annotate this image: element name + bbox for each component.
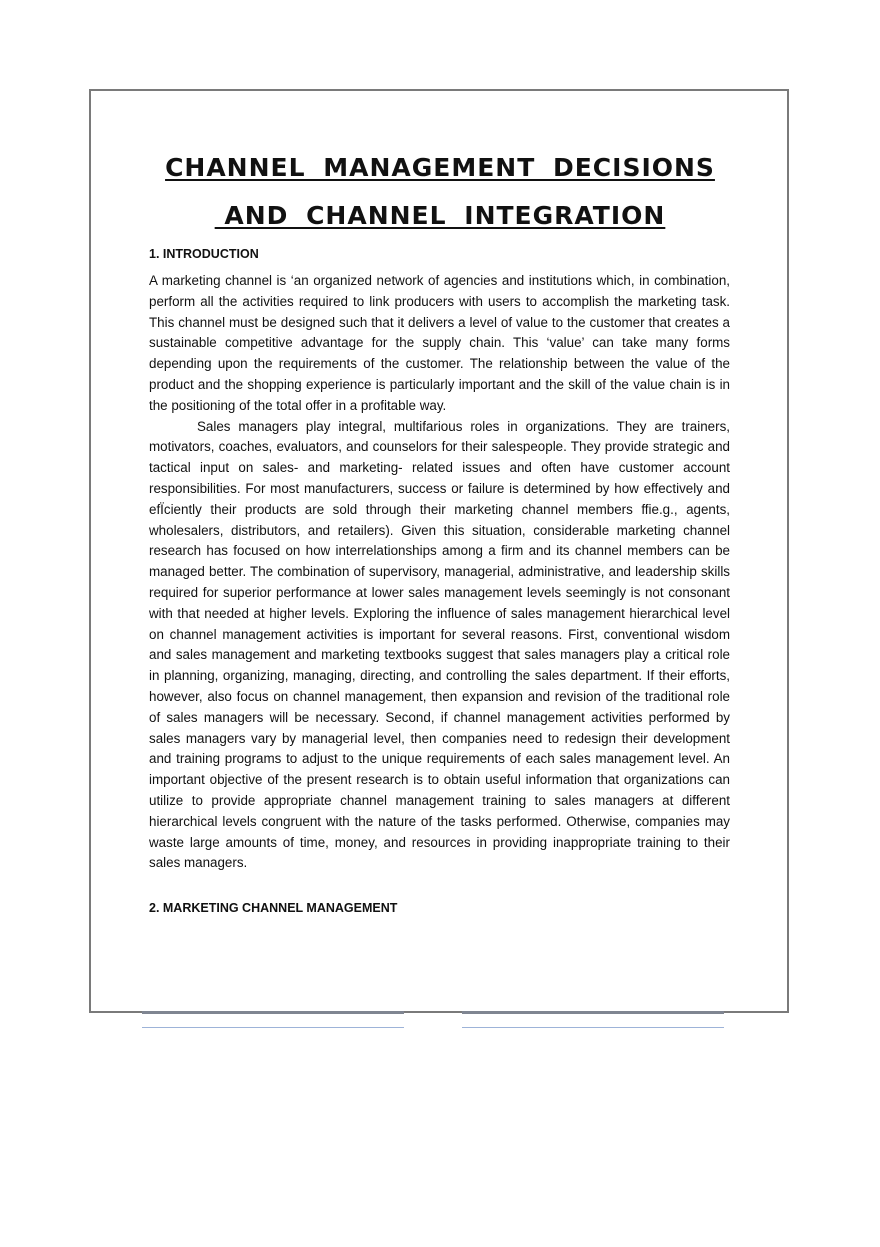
footer-divider <box>142 1011 404 1014</box>
section-heading-introduction: 1. INTRODUCTION <box>149 247 259 261</box>
paragraph: Sales managers play integral, multifarious roles in organizations. They are trainers, motivators, coaches, evaluators, and counselors for their salespeople. They provide strategic and tactical input on sales- and marketing- related issues and often have customer account responsibilities. For most manufacturers, success or failure is determined by how effectively and efÏciently their products are sold through their marketing channel members ffie.g., agents, wholesalers, distributors, and retailers). Given this situation, considerable marketing channel research has focused on how interrelationships among a firm and its channel members can be managed better. The combination of supervisory, managerial, administrative, and leadership skills required for superior performance at lower sales management levels seemingly is not consonant with that needed at higher levels. Exploring the influence of sales management hierarchical level on channel management activities is important for several reasons. First, conventional wisdom and sales management and marketing textbooks suggest that sales managers play a critical role in planning, organizing, managing, directing, and controlling the sales department. If their efforts, however, also focus on channel management, then expansion and revision of the traditional role of sales managers will be necessary. Second, if channel management activities performed by sales managers vary by managerial level, then companies need to redesign their development and training programs to adjust to the unique requirements of each sales management level. An important objective of the present research is to obtain useful information that organizations can utilize to provide appropriate channel management training to sales managers at different hierarchical levels congruent with the nature of the tasks performed. Otherwise, companies may waste large amounts of time, money, and resources in providing inappropriate training to their sales managers. <box>149 418 730 871</box>
paragraph: A marketing channel is ‘an organized network of agencies and institutions which, in combination, perform all the activities required to link producers with users to accomplish the marketing task. This channel must be designed such that it delivers a level of value to the customer that creates a sustainable competitive advantage for the supply chain. This ‘value’ can take many forms depending upon the requirements of the customer. The relationship between the value of the product and the shopping experience is particularly important and the skill of the value chain is in the positioning of the total offer in a profitable way. <box>149 273 730 413</box>
body-text <box>149 271 730 874</box>
document-title <box>110 144 770 240</box>
footer-divider <box>462 1011 724 1014</box>
title-line-2: AND CHANNEL INTEGRATION <box>214 201 666 230</box>
title-line-1: CHANNEL MANAGEMENT DECISIONS <box>165 153 715 182</box>
section-heading-marketing-channel-management: 2. MARKETING CHANNEL MANAGEMENT <box>149 901 398 915</box>
footer-divider <box>142 1027 404 1028</box>
footer-divider <box>462 1027 724 1028</box>
